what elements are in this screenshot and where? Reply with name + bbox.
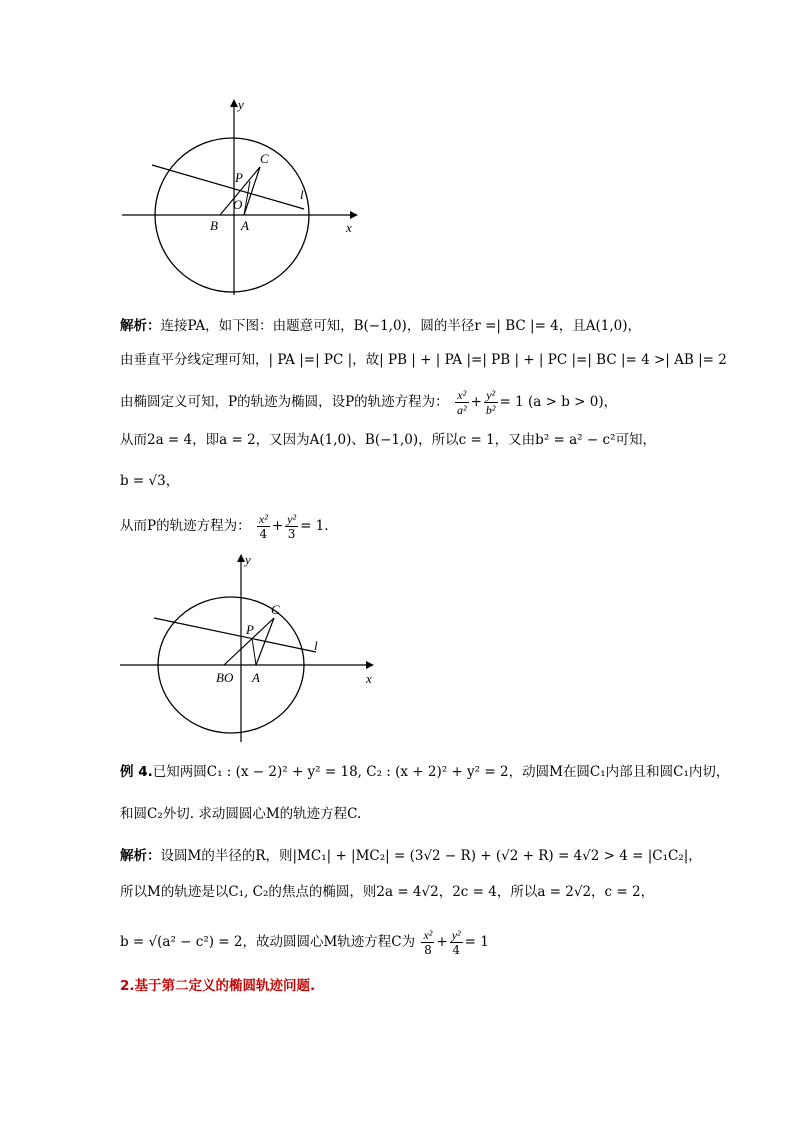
label-C: C <box>271 602 280 617</box>
example4-text3: 设圆M的半径的R，则|MC₁| + |MC₂| = (3√2 − R) + (√2 + R) = 4√2 > 4 = |C₁C₂|， <box>160 848 702 864</box>
label-x: x <box>346 220 352 235</box>
fraction-y2-b2: $\frac{\text{y²}}{\text{b²}}$ <box>485 388 496 417</box>
label-BO: BO <box>216 670 234 685</box>
example4-line4 <box>120 882 654 902</box>
label-A: A <box>252 670 260 685</box>
fraction-x2-a2: $\frac{\text{x²}}{\text{a²}}$ <box>456 388 467 417</box>
line-l <box>152 165 304 209</box>
example-label: 例 4. <box>120 764 153 780</box>
label-l: l <box>300 187 304 202</box>
example4-line5: b = √(a² − c²) = 2，故动圆圆心M轨迹方程C为 $\frac{\text{x²}}{8}$ + $\frac{\text{y²}}{4}$ = 1 <box>120 928 489 957</box>
example4-text4: 所以M的轨迹是以C₁, C₂的焦点的椭圆，则2a = 4√2，2c = 4，所以a = 2√2，c = 2， <box>120 884 655 900</box>
label-O: O <box>233 197 243 212</box>
fraction-x2-4: $\frac{\text{x²}}{4}$ <box>258 512 268 541</box>
example4-text2: 和圆C₂外切. 求动圆圆心M的轨迹方程C. <box>120 806 362 822</box>
label-l: l <box>314 638 318 653</box>
example4-line2 <box>120 804 361 824</box>
solution1-text3b: = 1 (a > b > 0)， <box>499 394 618 410</box>
segment-PA <box>252 638 256 665</box>
example4-text1: 已知两圆C₁ : (x − 2)² + y² = 18, C₂ : (x + 2)² + y² = 2，动圆M在圆C₁内部且和圆C₁内切， <box>152 764 730 780</box>
solution1-text6a: 从而P的轨迹方程为： <box>120 518 251 534</box>
section-heading: 2.基于第二定义的椭圆轨迹问题. <box>120 978 316 994</box>
label-y: y <box>238 97 244 112</box>
solution1-line3: 由椭圆定义可知，P的轨迹为椭圆，设P的轨迹方程为： $\frac{\text{x²}}{\text{a²}}$ + $\frac{\text{y²}}{\text{b²}}$ = 1 (a > b > 0)， <box>120 388 618 417</box>
line-l <box>154 618 316 652</box>
solution1-text2: 由垂直平分线定理可知，| PA |=| PC |，故| PB | + | PA |=| PB | + | PC |=| BC |= 4 >| AB |= 2 <box>120 352 727 368</box>
x-axis-arrow <box>350 211 358 219</box>
solution1-text3a: 由椭圆定义可知，P的轨迹为椭圆，设P的轨迹方程为： <box>120 394 449 410</box>
label-C: C <box>260 151 269 166</box>
solution1-text1: 连接PA，如下图：由题意可知，B(−1,0)，圆的半径r =| BC |= 4，且A(1,0)， <box>160 318 642 334</box>
label-P: P <box>235 170 243 185</box>
figure-1-circle-diagram <box>110 95 370 305</box>
label-P: P <box>246 622 254 637</box>
example4-line3 <box>120 846 702 866</box>
solution-label: 解析： <box>120 848 161 864</box>
y-axis-arrow <box>237 554 245 562</box>
solution1-line5 <box>120 471 179 491</box>
example4-text5b: = 1 <box>464 934 489 950</box>
y-axis-arrow <box>230 99 238 107</box>
example4-line1 <box>120 762 729 782</box>
solution1-text6b: = 1. <box>300 518 329 534</box>
segment-AC <box>244 167 260 215</box>
solution-label: 解析： <box>120 318 161 334</box>
label-x: x <box>366 671 372 686</box>
solution1-line4 <box>120 430 656 450</box>
label-y: y <box>245 552 251 567</box>
example4-text5a: b = √(a² − c²) = 2，故动圆圆心M轨迹方程C为 <box>120 934 416 950</box>
solution1-text5: b = √3， <box>120 473 180 489</box>
label-A: A <box>241 218 249 233</box>
solution1-line1 <box>120 316 641 336</box>
solution1-text4: 从而2a = 4，即a = 2，又因为A(1,0)、B(−1,0)，所以c = 1，又由b² = a² − c²可知， <box>120 432 656 448</box>
fraction-x2-8: $\frac{\text{x²}}{8}$ <box>423 928 433 957</box>
segment-AC <box>256 618 274 665</box>
x-axis-arrow <box>366 661 374 669</box>
fraction-y2-4: $\frac{\text{y²}}{4}$ <box>451 928 461 957</box>
fraction-y2-3: $\frac{\text{y²}}{3}$ <box>287 512 297 541</box>
solution1-line2 <box>120 350 727 370</box>
figure-2-ellipse-diagram <box>110 550 390 750</box>
solution1-line6: 从而P的轨迹方程为： $\frac{\text{x²}}{4}$ + $\frac{\text{y²}}{3}$ = 1. <box>120 512 329 541</box>
label-B: B <box>210 218 218 233</box>
